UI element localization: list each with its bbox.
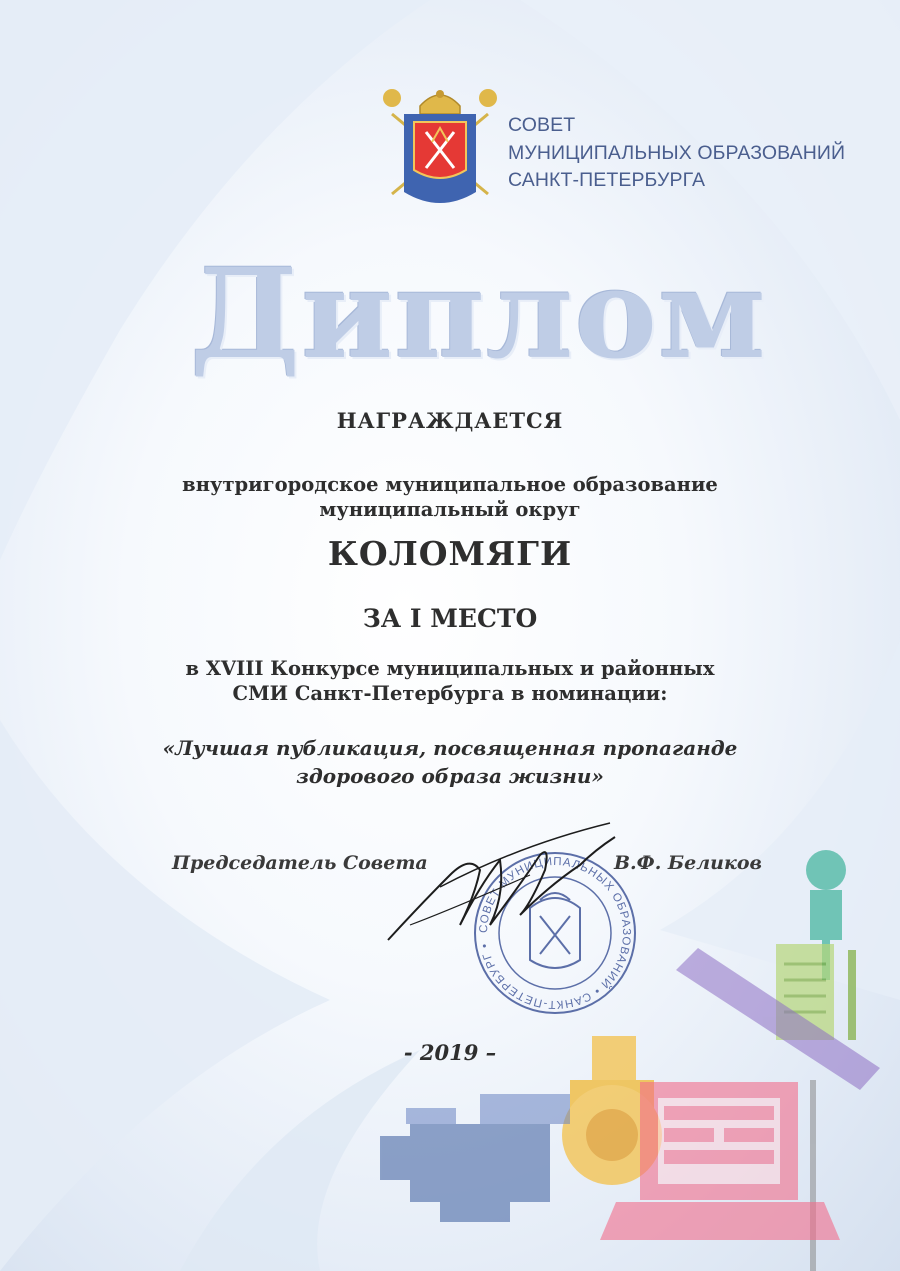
contest-line-2: СМИ Санкт-Петербурга в номинации: xyxy=(232,682,668,705)
recipient-line-2: муниципальный округ xyxy=(319,498,581,521)
seal-text: СОВЕТ МУНИЦИПАЛЬНЫХ ОБРАЗОВАНИЙ • САНКТ-ПЕТЕРБУРГ • xyxy=(477,855,633,1011)
recipient-description xyxy=(0,472,900,522)
coat-of-arms-icon xyxy=(378,84,502,214)
signatory-title: Председатель Совета xyxy=(172,852,428,874)
nomination-title xyxy=(0,734,900,790)
video-camera-icon xyxy=(380,1094,570,1222)
contest-line-1: в XVIII Конкурсе муниципальных и районных xyxy=(185,657,715,680)
diploma-title: Диплом xyxy=(190,242,767,387)
recipient-line-1: внутригородское муниципальное образование xyxy=(182,473,718,496)
signature-icon xyxy=(380,815,620,950)
contest-description xyxy=(0,656,900,706)
diploma-year: - 2019 – xyxy=(403,1040,497,1065)
award-place: ЗА I МЕСТО xyxy=(362,604,538,633)
council-name-line-1: СОВЕТ xyxy=(508,114,576,136)
council-name xyxy=(508,112,888,195)
recipient-name: КОЛОМЯГИ xyxy=(327,534,573,573)
nomination-line-2: здорового образа жизни» xyxy=(296,764,604,788)
awarded-heading: НАГРАЖДАЕТСЯ xyxy=(336,408,564,433)
council-name-line-3: САНКТ-ПЕТЕРБУРГА xyxy=(508,169,706,191)
council-name-line-2: МУНИЦИПАЛЬНЫХ ОБРАЗОВАНИЙ xyxy=(508,141,846,164)
signatory-name: В.Ф. Беликов xyxy=(614,852,762,874)
nomination-line-1: «Лучшая публикация, посвященная пропаганде xyxy=(162,736,738,760)
